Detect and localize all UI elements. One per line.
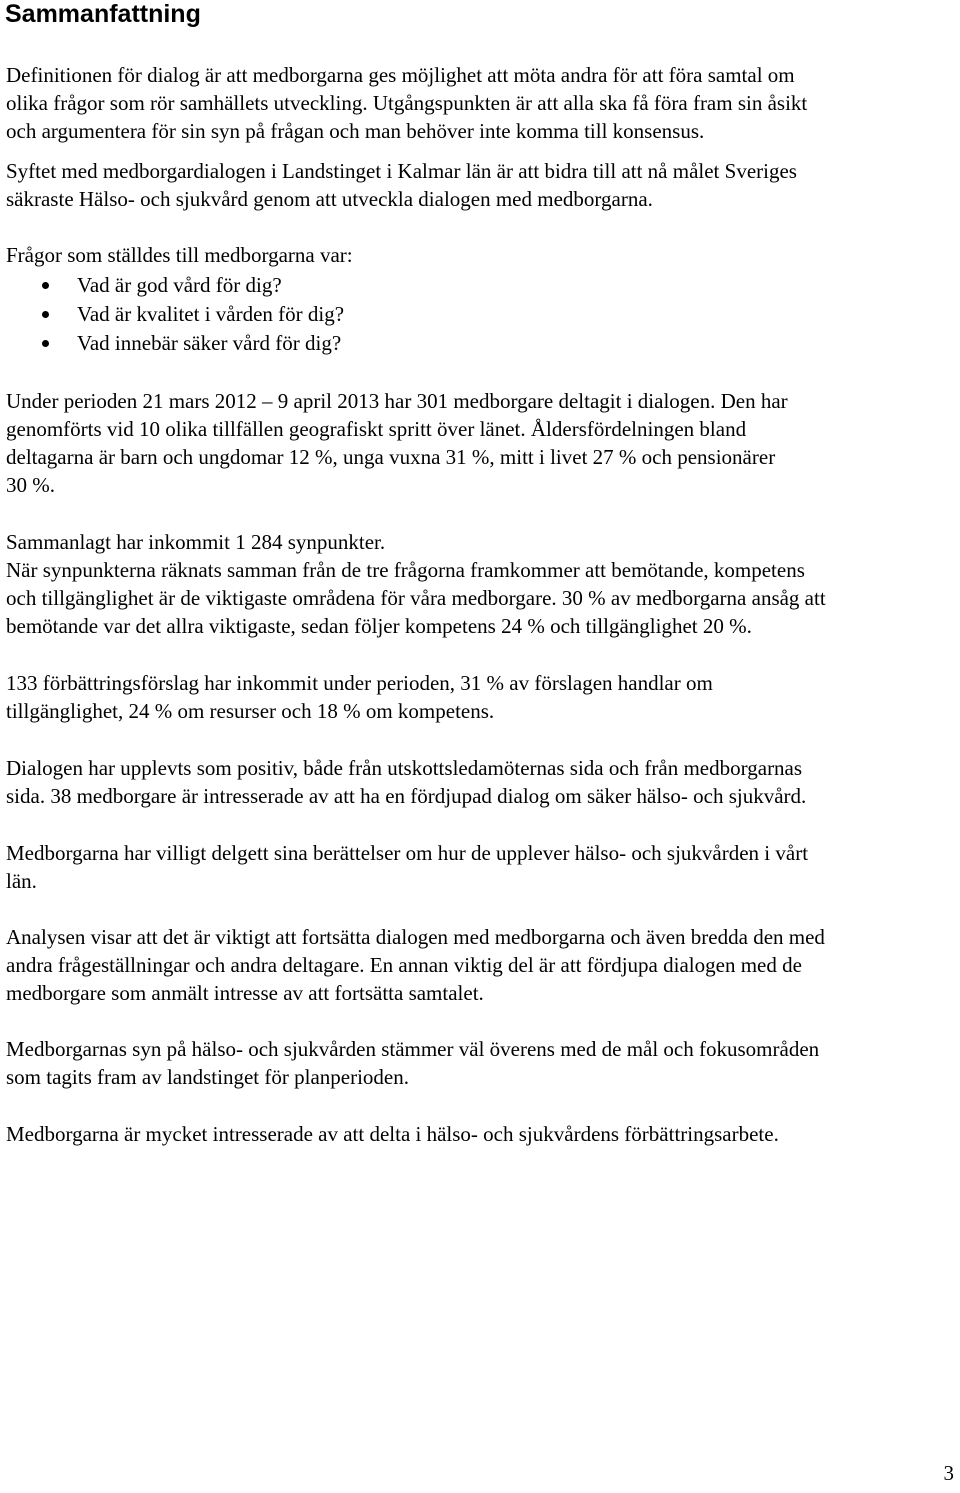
text-line: sida. 38 medborgare är intresserade av att ha en fördjupad dialog om säker hälso- och sjukvård. (6, 784, 807, 808)
text-line: 30 %. (6, 473, 55, 497)
text-line: bemötande var det allra viktigaste, sedan följer kompetens 24 % och tillgänglighet 20 %. (6, 614, 752, 638)
text-line: När synpunkterna räknats samman från de tre frågorna framkommer att bemötande, kompetens (6, 558, 805, 582)
text-line: Syftet med medborgardialogen i Landstinget i Kalmar län är att bidra till att nå målet Sveriges (6, 159, 797, 183)
text-line: län. (6, 869, 37, 893)
list-item-text: Vad är kvalitet i vården för dig? (77, 302, 345, 326)
text-line: medborgare som anmält intresse av att fortsätta samtalet. (6, 981, 484, 1005)
bullet-icon (42, 282, 49, 289)
text-line: säkraste Hälso- och sjukvård genom att utveckla dialogen med medborgarna. (6, 187, 653, 211)
text-line: genomförts vid 10 olika tillfällen geografiskt spritt över länet. Åldersfördelningen bland (6, 417, 747, 441)
list-item-text: Vad är god vård för dig? (77, 273, 282, 297)
text-line: som tagits fram av landstinget för planperioden. (6, 1065, 409, 1089)
text-line: Medborgarnas syn på hälso- och sjukvården stämmer väl överens med de mål och fokusområden (6, 1037, 820, 1061)
list-item-text: Vad innebär säker vård för dig? (77, 331, 342, 355)
text-line: 133 förbättringsförslag har inkommit under perioden, 31 % av förslagen handlar om (6, 671, 713, 695)
text-line: och argumentera för sin syn på frågan och man behöver inte komma till konsensus. (6, 119, 705, 143)
text-line: Medborgarna är mycket intresserade av att delta i hälso- och sjukvårdens förbättringsarbete. (6, 1122, 779, 1146)
text-line: Frågor som ställdes till medborgarna var: (6, 243, 353, 267)
text-line: deltagarna är barn och ungdomar 12 %, unga vuxna 31 %, mitt i livet 27 % och pensionärer (6, 445, 776, 469)
text-line: andra frågeställningar och andra deltagare. En annan viktig del är att fördjupa dialogen med de (6, 953, 802, 977)
text-line: Analysen visar att det är viktigt att fortsätta dialogen med medborgarna och även bredda den med (6, 925, 825, 949)
text-line: Dialogen har upplevts som positiv, både från utskottsledamöternas sida och från medborgarnas (6, 756, 803, 780)
bullet-icon (42, 311, 49, 318)
page-number: 3 (943, 1461, 954, 1485)
text-line: Medborgarna har villigt delgett sina berättelser om hur de upplever hälso- och sjukvården i vårt (6, 841, 809, 865)
text-line: olika frågor som rör samhällets utveckling. Utgångspunkten är att alla ska få föra fram sin åsikt (6, 91, 808, 115)
text-line: tillgänglighet, 24 % om resurser och 18 % om kompetens. (6, 699, 495, 723)
text-line: och tillgänglighet är de viktigaste områdena för våra medborgare. 30 % av medborgarna ansåg att (6, 586, 826, 610)
text-line: Under perioden 21 mars 2012 – 9 april 2013 har 301 medborgare deltagit i dialogen. Den har (6, 389, 788, 413)
section-heading: Sammanfattning (5, 0, 201, 28)
bullet-icon (42, 340, 49, 347)
text-line: Definitionen för dialog är att medborgarna ges möjlighet att möta andra för att föra samtal om (6, 63, 795, 87)
text-line: Sammanlagt har inkommit 1 284 synpunkter. (6, 530, 386, 554)
